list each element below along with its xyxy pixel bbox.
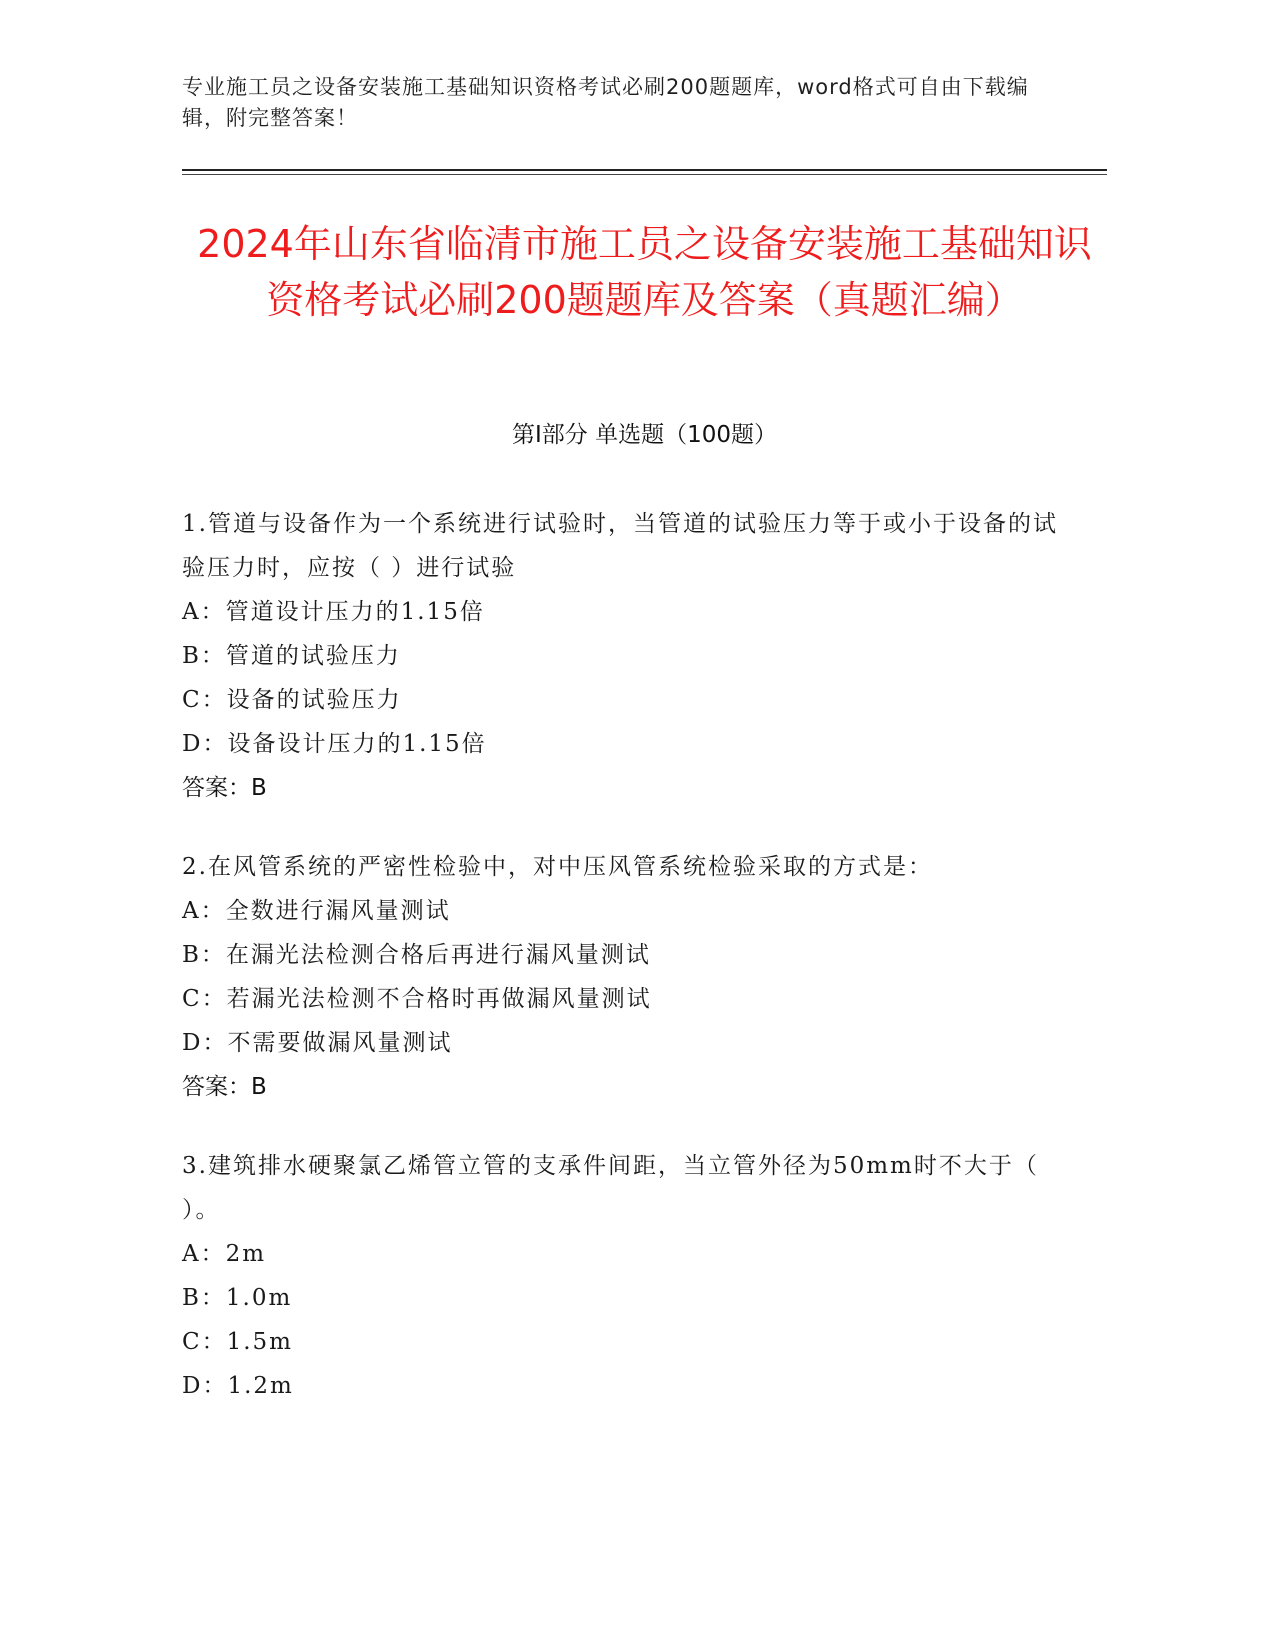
- question-list: [182, 502, 1062, 1443]
- option-c: C：1.5m: [182, 1329, 293, 1355]
- header-divider-thin: [182, 174, 1107, 175]
- answer-line: 答案：B: [182, 775, 267, 801]
- header-divider-thick: [182, 169, 1107, 171]
- answer-line: 答案：B: [182, 1074, 267, 1100]
- question-3: [182, 1144, 1062, 1408]
- option-b: B：1.0m: [182, 1285, 293, 1311]
- question-stem: 2.在风管系统的严密性检验中，对中压风管系统检验采取的方式是：: [182, 854, 933, 880]
- option-a: A：全数进行漏风量测试: [182, 898, 451, 924]
- option-d: D：不需要做漏风量测试: [182, 1030, 453, 1056]
- option-a: A：2m: [182, 1241, 267, 1267]
- header-note: 专业施工员之设备安装施工基础知识资格考试必刷200题题库，word格式可自由下载编辑，附完整答案！: [182, 75, 1029, 130]
- option-c: C：设备的试验压力: [182, 687, 402, 713]
- question-2: [182, 845, 1062, 1109]
- option-c: C：若漏光法检测不合格时再做漏风量测试: [182, 986, 652, 1012]
- document-title: 2024年山东省临清市施工员之设备安装施工基础知识资格考试必刷200题题库及答案（真题汇编）: [197, 222, 1092, 322]
- section-heading: 第Ⅰ部分 单选题（100题）: [512, 422, 777, 448]
- option-b: B：管道的试验压力: [182, 643, 401, 669]
- option-b: B：在漏光法检测合格后再进行漏风量测试: [182, 942, 651, 968]
- option-d: D：设备设计压力的1.15倍: [182, 731, 487, 757]
- option-a: A：管道设计压力的1.15倍: [182, 599, 485, 625]
- question-1: [182, 502, 1062, 810]
- option-d: D：1.2m: [182, 1373, 294, 1399]
- question-stem: 3.建筑排水硬聚氯乙烯管立管的支承件间距，当立管外径为50mm时不大于（ ）。: [182, 1153, 1039, 1223]
- question-stem: 1.管道与设备作为一个系统进行试验时，当管道的试验压力等于或小于设备的试验压力时，应按（ ）进行试验: [182, 511, 1058, 581]
